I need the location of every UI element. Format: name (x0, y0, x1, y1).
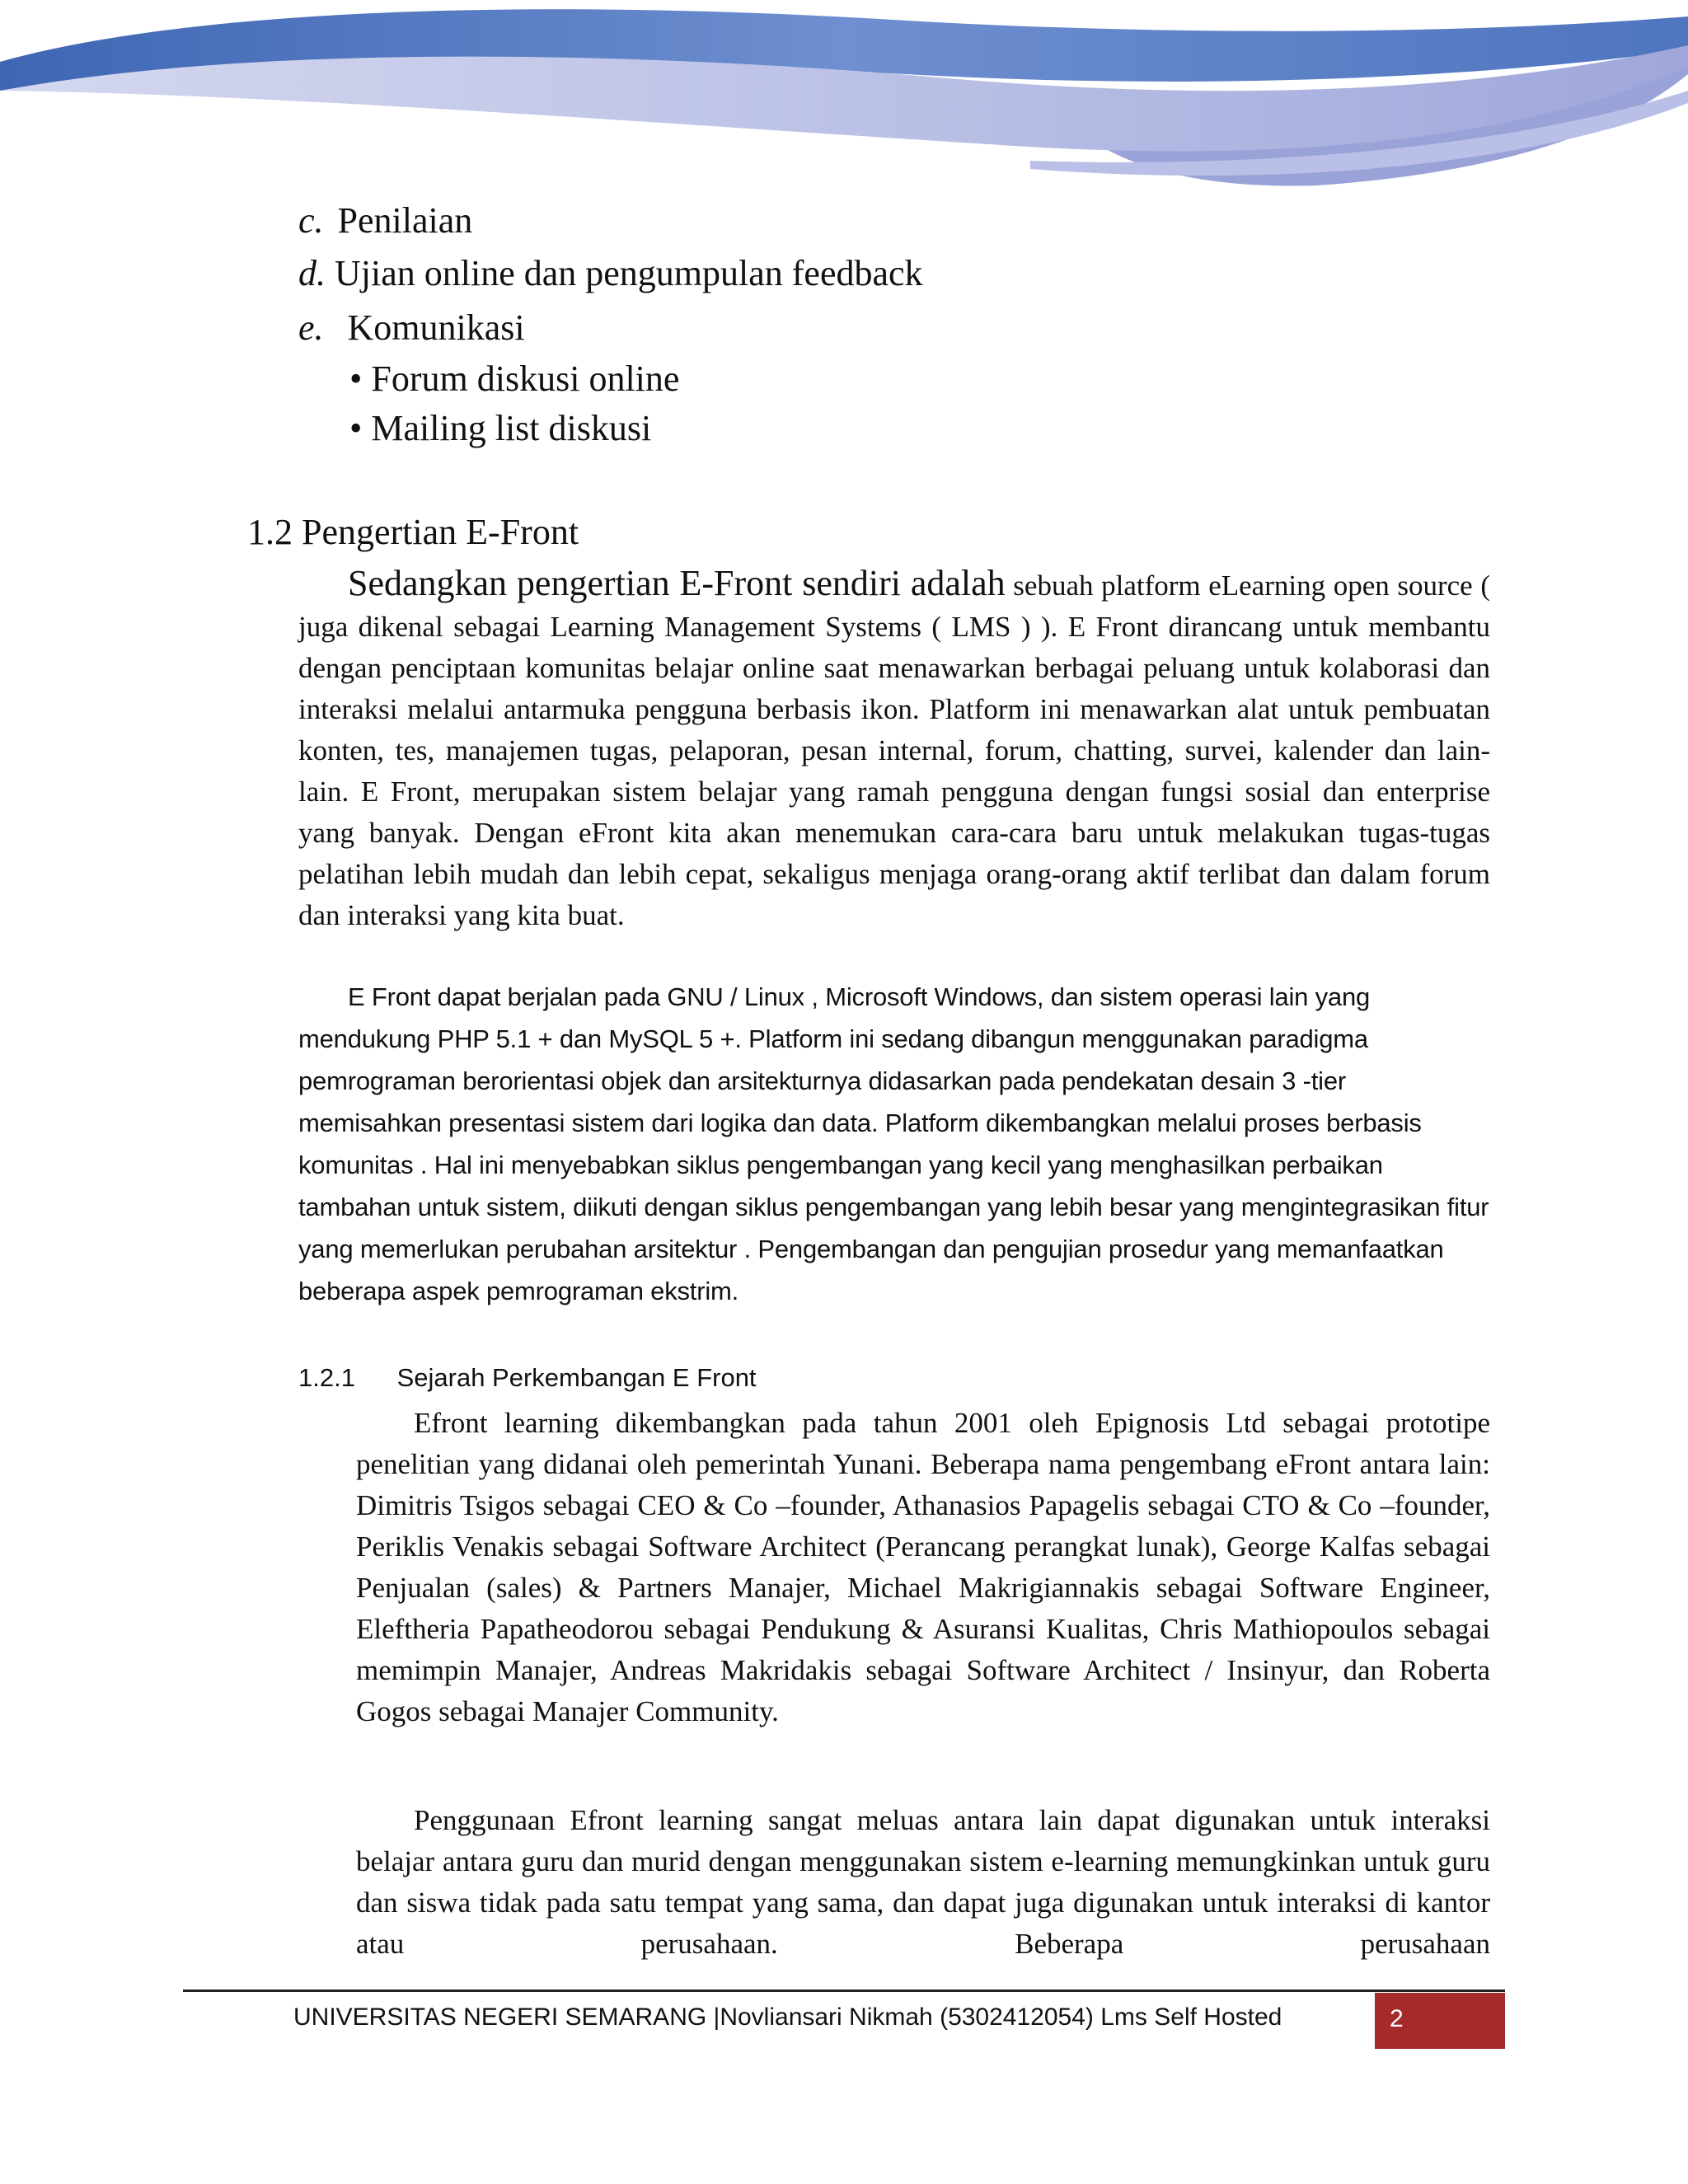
list-letter: c. (298, 200, 324, 241)
bullet-item: • Mailing list diskusi (349, 408, 652, 448)
page-number: 2 (1390, 2005, 1404, 2032)
subsection-title: Sejarah Perkembangan E Front (396, 1363, 757, 1392)
subsection-paragraph-2: Penggunaan Efront learning sangat meluas antara lain dapat digunakan untuk interaksi belajar antara guru dan murid dengan menggunakan sistem e-learning memungkinkan untuk guru dan siswa tidak pada satu tempat yang sama, dan dapat juga digunakan untuk interaksi di kantor atau perusahaan. Beberapa perusahaan (356, 1804, 1490, 1960)
header-wave-decoration (0, 0, 1688, 214)
list-letter: d. (298, 253, 326, 293)
list-item (298, 196, 472, 246)
page-number-box (1375, 1993, 1505, 2049)
list-letter: e. (298, 307, 324, 348)
list-item (298, 249, 923, 298)
subsection-number: 1.2.1 (298, 1363, 355, 1392)
subsection-heading (298, 1360, 757, 1396)
footer-text: UNIVERSITAS NEGERI SEMARANG |Novliansari Nikmah (5302412054) Lms Self Hosted (293, 2004, 1282, 2031)
list-text: Ujian online dan pengumpulan feedback (335, 253, 923, 293)
section-paragraph-2: E Front dapat berjalan pada GNU / Linux , Microsoft Windows, dan sistem operasi lain yang mendukung PHP 5.1 + dan MySQL 5 +. Platform ini sedang dibangun menggunakan paradigma pemrograman berorientasi objek dan arsitekturnya didasarkan pada pendekatan desain 3 -tier memisahkan presentasi sistem dari logika dan data. Platform dikembangkan melalui proses berbasis komunitas . Hal ini menyebabkan siklus pengembangan yang kecil yang menghasilkan perbaikan tambahan untuk sistem, diikuti dengan siklus pengembangan yang lebih besar yang mengintegrasikan fitur yang memerlukan perubahan arsitektur . Pengembangan dan pengujian prosedur yang memanfaatkan beberapa aspek pemrograman ekstrim. (298, 982, 1489, 1305)
section-title: 1.2 Pengertian E-Front (247, 512, 579, 552)
section-paragraph (298, 563, 1490, 936)
section-lead: Sedangkan pengertian E-Front sendiri adalah (348, 563, 1006, 603)
subsection-paragraph: Efront learning dikembangkan pada tahun 2001 oleh Epignosis Ltd sebagai prototipe penelitian yang didanai oleh pemerintah Yunani. Beberapa nama pengembang eFront antara lain: Dimitris Tsigos sebagai CEO & Co –founder, Athanasios Papagelis sebagai CTO & Co –founder, Periklis Venakis sebagai Software Architect (Perancang perangkat lunak), George Kalfas sebagai Penjualan (sales) & Partners Manajer, Michael Makrigiannakis sebagai Software Engineer, Eleftheria Papatheodorou sebagai Pendukung & Asuransi Kualitas, Chris Mathiopoulos sebagai memimpin Manajer, Andreas Makridakis sebagai Software Architect / Insinyur, dan Roberta Gogos sebagai Manajer Community. (356, 1407, 1490, 1727)
list-text: Penilaian (337, 200, 473, 241)
section-paragraph-body: sebuah platform eLearning open source ( juga dikenal sebagai Learning Management Systems ( LMS ) ). E Front dirancang untuk membantu dengan penciptaan komunitas belajar online saat menawarkan berbagai peluang untuk kolaborasi dan interaksi melalui antarmuka pengguna berbasis ikon. Platform ini menawarkan alat untuk pembuatan konten, tes, manajemen tugas, pelaporan, pesan internal, forum, chatting, survei, kalender dan lain-lain. E Front, merupakan sistem belajar yang ramah pengguna dengan fungsi sosial dan enterprise yang banyak. Dengan eFront kita akan menemukan cara-cara baru untuk melakukan tugas-tugas pelatihan lebih mudah dan lebih cepat, sekaligus menjaga orang-orang aktif terlibat dan dalam forum dan interaksi yang kita buat. (298, 569, 1490, 931)
list-text: Komunikasi (347, 307, 525, 348)
list-item (298, 303, 525, 353)
bullet-item: • Forum diskusi online (349, 359, 680, 399)
footer-rule (183, 1990, 1505, 1992)
